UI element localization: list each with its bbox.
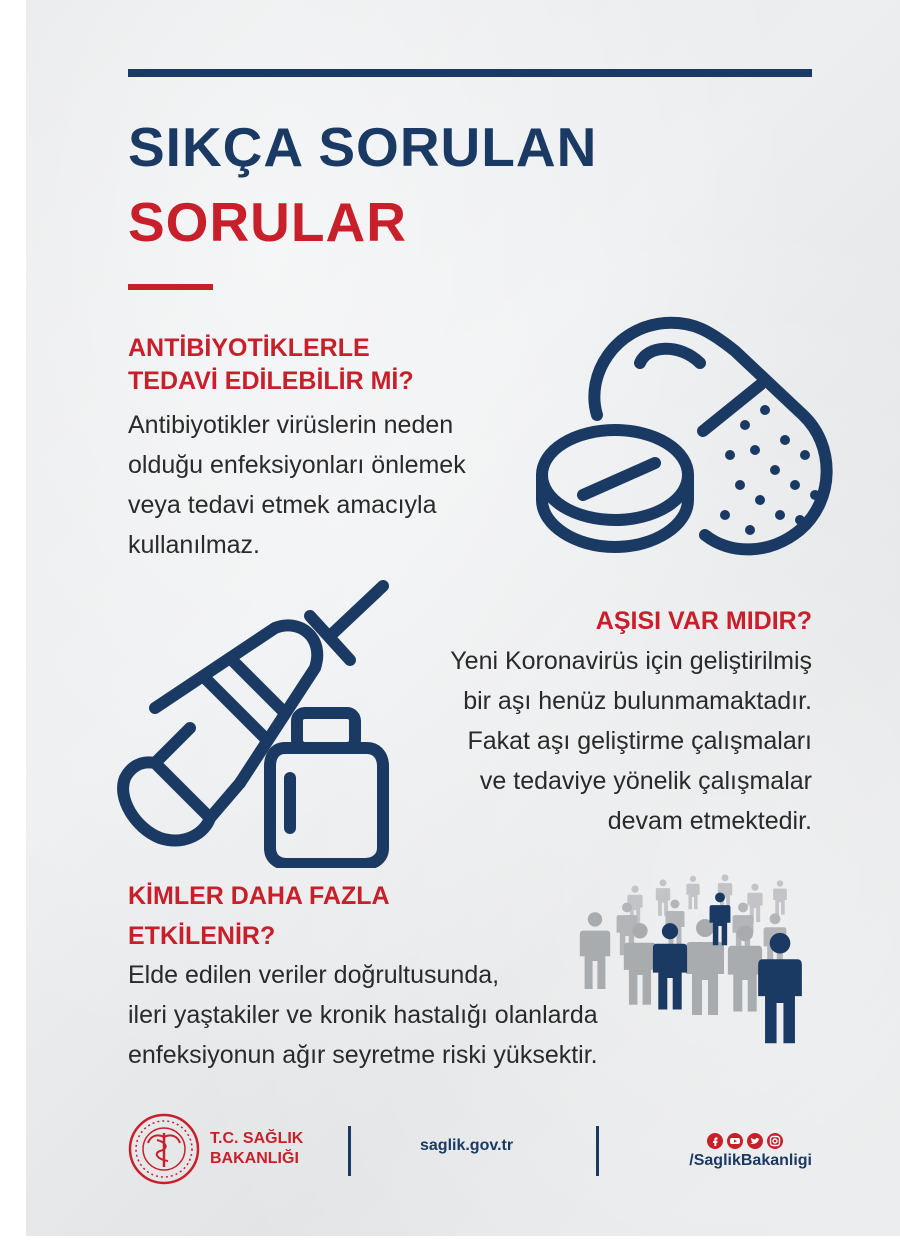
page-title-line2: SORULAR xyxy=(128,191,407,253)
syringe-vial-icon xyxy=(115,578,395,868)
faq-3-answer xyxy=(128,955,598,1075)
faq-2-answer-line: Yeni Koronavirüs için geliştirilmiş xyxy=(450,647,812,675)
social-handle[interactable]: /SaglikBakanligi xyxy=(689,1152,812,1169)
faq-2-answer xyxy=(450,641,812,841)
faq-1-question-line1: ANTİBİYOTİKLERLE xyxy=(128,334,370,362)
footer-divider xyxy=(348,1126,351,1176)
faq-3-question-line2: ETKİLENİR? xyxy=(128,922,276,950)
faq-2-answer-line: ve tedaviye yönelik çalışmalar xyxy=(479,767,812,795)
faq-3-question-line1: KİMLER DAHA FAZLA xyxy=(128,882,390,910)
pills-capsule-icon xyxy=(535,315,845,565)
faq-2-question: AŞISI VAR MIDIR? xyxy=(595,607,812,635)
instagram-icon[interactable] xyxy=(767,1133,783,1149)
page-margin-bottom xyxy=(0,1236,900,1254)
faq-1-question-line2: TEDAVİ EDİLEBİLİR Mİ? xyxy=(128,367,414,395)
ministry-name-line2: BAKANLIĞI xyxy=(210,1150,299,1167)
faq-3-answer-line: Elde edilen veriler doğrultusunda, xyxy=(128,961,500,989)
crowd-people-icon xyxy=(575,850,810,1045)
social-icons xyxy=(707,1133,783,1149)
faq-1-answer-line: Antibiyotikler virüslerin neden xyxy=(128,411,454,439)
facebook-icon[interactable] xyxy=(707,1133,723,1149)
ministry-name xyxy=(210,1129,303,1169)
faq-1-answer xyxy=(128,405,466,565)
page-margin-left xyxy=(0,0,26,1254)
faq-1-answer-line: olduğu enfeksiyonları önlemek xyxy=(128,451,466,479)
faq-2-answer-line: bir aşı henüz bulunmamaktadır. xyxy=(463,687,812,715)
footer-divider xyxy=(596,1126,599,1176)
ministry-emblem-icon xyxy=(128,1113,200,1185)
faq-1-answer-line: kullanılmaz. xyxy=(128,531,260,559)
faq-2-answer-line: Fakat aşı geliştirme çalışmaları xyxy=(467,727,812,755)
youtube-icon[interactable] xyxy=(727,1133,743,1149)
faq-1-answer-line: veya tedavi etmek amacıyla xyxy=(128,491,437,519)
page-title-line1: SIKÇA SORULAN xyxy=(128,116,598,178)
faq-2-answer-line: devam etmektedir. xyxy=(607,807,812,835)
website-link[interactable]: saglik.gov.tr xyxy=(420,1137,514,1154)
top-divider xyxy=(128,69,812,77)
faq-3-answer-line: enfeksiyonun ağır seyretme riski yüksektir. xyxy=(128,1041,598,1069)
twitter-icon[interactable] xyxy=(747,1133,763,1149)
ministry-name-line1: T.C. SAĞLIK xyxy=(210,1130,304,1147)
title-accent-rule xyxy=(128,284,213,290)
faq-3-answer-line: ileri yaştakiler ve kronik hastalığı olanlarda xyxy=(128,1001,598,1029)
